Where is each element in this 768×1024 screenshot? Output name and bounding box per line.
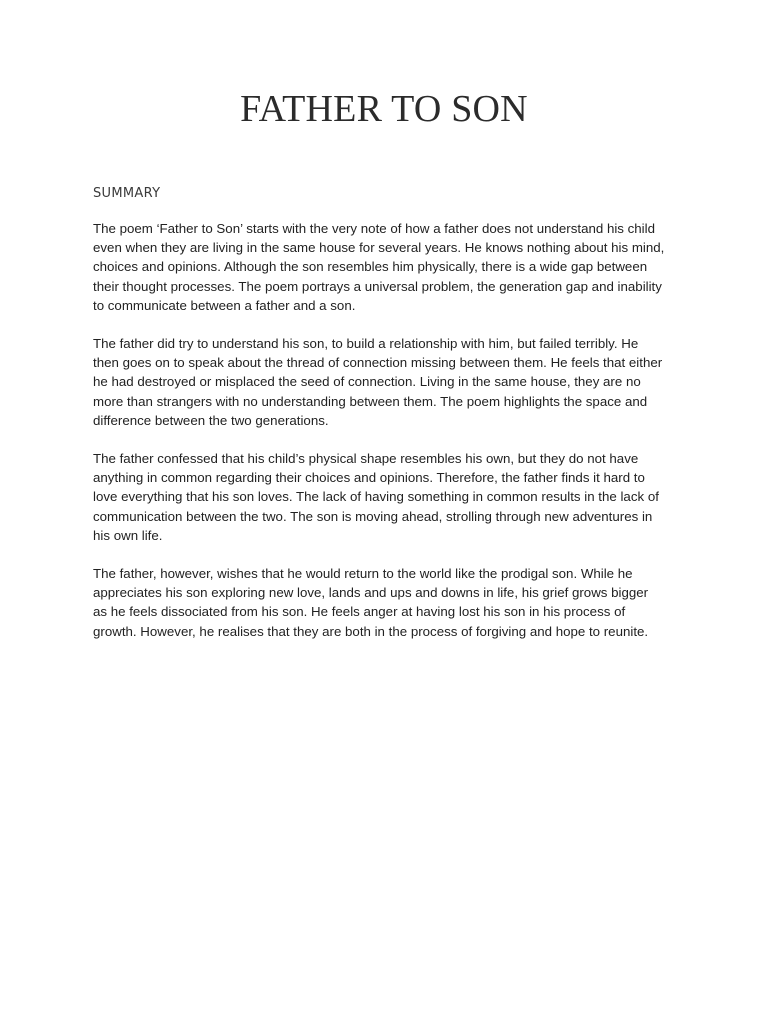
text-line: appreciates his son exploring new love, lands and ups and downs in life, his grief grows bigger xyxy=(93,585,649,601)
text-line: The father confessed that his child’s physical shape resembles his own, but they do not have xyxy=(93,451,639,467)
paragraph-4 xyxy=(93,564,685,641)
text-line: difference between the two generations. xyxy=(93,412,329,428)
text-line: choices and opinions. Although the son resembles him physically, there is a wide gap between xyxy=(93,259,648,275)
section-heading: SUMMARY xyxy=(93,186,161,201)
text-line: he had destroyed or misplaced the seed of connection. Living in the same house, they are no xyxy=(93,374,641,390)
text-line: The father did try to understand his son, to build a relationship with him, but failed terribly. He xyxy=(93,336,639,352)
text-line: his own life. xyxy=(93,527,163,543)
text-line: communication between the two. The son is moving ahead, strolling through new adventures in xyxy=(93,508,653,524)
paragraph-3 xyxy=(93,449,685,545)
text-line: love everything that his son loves. The lack of having something in common results in the lack of xyxy=(93,489,659,505)
text-line: then goes on to speak about the thread of connection missing between them. He feels that either xyxy=(93,355,663,371)
text-line: even when they are living in the same house for several years. He knows nothing about his mind, xyxy=(93,240,665,256)
text-line: anything in common regarding their choices and opinions. Therefore, the father finds it hard to xyxy=(93,470,645,486)
text-line: The father, however, wishes that he would return to the world like the prodigal son. While he xyxy=(93,566,633,582)
paragraph-1 xyxy=(93,219,685,315)
text-line: to communicate between a father and a son. xyxy=(93,297,356,313)
text-line: their thought processes. The poem portrays a universal problem, the generation gap and inability xyxy=(93,278,662,294)
body-text xyxy=(93,219,685,660)
text-line: as he feels dissociated from his son. He feels anger at having lost his son in his process of xyxy=(93,604,626,620)
paragraph-2 xyxy=(93,334,685,430)
text-line: more than strangers with no understanding between them. The poem highlights the space and xyxy=(93,393,648,409)
text-line: The poem ‘Father to Son’ starts with the very note of how a father does not understand his child xyxy=(93,221,655,236)
page-title: FATHER TO SON xyxy=(240,88,528,130)
text-line: growth. However, he realises that they are both in the process of forgiving and hope to reunite. xyxy=(93,623,649,639)
